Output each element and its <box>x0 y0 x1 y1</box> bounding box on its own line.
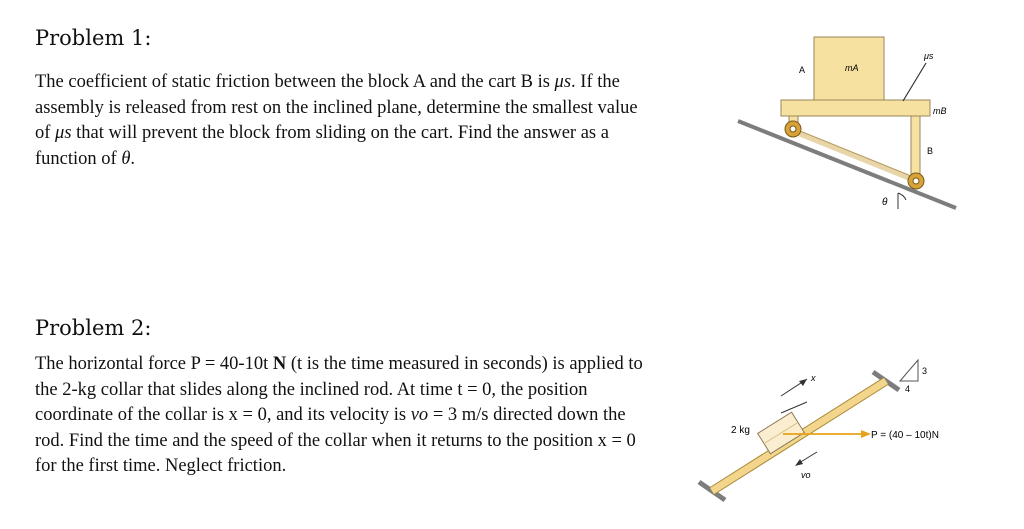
p2-unit-n: N <box>272 354 287 374</box>
p2-text-3: = 3 m/s directed down the rod. Find the time and the speed of the collar when it returns to the position x = 0 for the first time. Neglect friction. <box>35 405 636 476</box>
p1-mu-s-1: μs <box>554 72 572 92</box>
collar <box>758 412 805 454</box>
theta-arc <box>898 193 906 200</box>
problem-2-text <box>35 352 645 480</box>
p1-mu-s-2: μs <box>55 123 72 143</box>
label-x: x <box>811 373 816 383</box>
label-theta: θ <box>882 197 888 208</box>
v0-arrow-head-icon <box>795 459 803 466</box>
problem-1 <box>35 26 645 172</box>
label-mass: 2 kg <box>731 425 750 436</box>
figure-2-collar-rod <box>695 350 970 510</box>
label-force: P = (40 – 10t)N <box>871 430 939 441</box>
label-a: A <box>799 65 806 75</box>
label-ma: mA <box>845 63 859 73</box>
slope-triangle <box>900 360 918 381</box>
p1-text-4: . <box>130 148 136 169</box>
problem-1-title: Problem 1: <box>35 26 152 50</box>
mu-pointer-line <box>903 63 926 101</box>
label-b: B <box>927 146 934 156</box>
label-mu-s: μs <box>924 51 934 61</box>
p2-v0: vo <box>410 405 429 425</box>
problem-2-title: Problem 2: <box>35 316 152 340</box>
figure-1-cart-incline <box>735 25 960 220</box>
cart-rail <box>795 132 916 181</box>
cart-b-platform <box>781 100 930 116</box>
p1-text-2: . If the assembly is released from rest on the inclined plane, determine the smallest value of <box>35 72 638 143</box>
p1-text-3: that will prevent the block from sliding on the cart. Find the answer as a function of <box>35 123 609 169</box>
p1-theta: θ <box>121 148 131 169</box>
label-slope-run: 4 <box>905 384 911 394</box>
cart-leg-right <box>911 115 920 177</box>
v0-arrow <box>799 452 817 463</box>
cart-rail-edge <box>795 129 916 178</box>
p2-text-2: (t is the time measured in seconds) is applied to the 2-kg collar that slides along the inclined rod. At time t = 0, the position coordinate of the collar is x = 0, and its velocity is <box>35 354 643 425</box>
label-slope-rise: 3 <box>922 366 928 376</box>
label-v0: vo <box>801 470 811 480</box>
problem-1-text <box>35 70 645 172</box>
incline-surface <box>738 121 956 208</box>
label-mb: mB <box>933 106 947 116</box>
problem-2 <box>35 316 645 480</box>
p1-text-1: The coefficient of static friction between the block A and the cart B is <box>35 72 555 92</box>
p2-text-1: The horizontal force P = 40-10t <box>35 354 273 374</box>
force-arrow-head-icon <box>861 430 871 438</box>
x-pointer-line <box>781 402 807 413</box>
x-arrow-head-icon <box>799 379 807 386</box>
